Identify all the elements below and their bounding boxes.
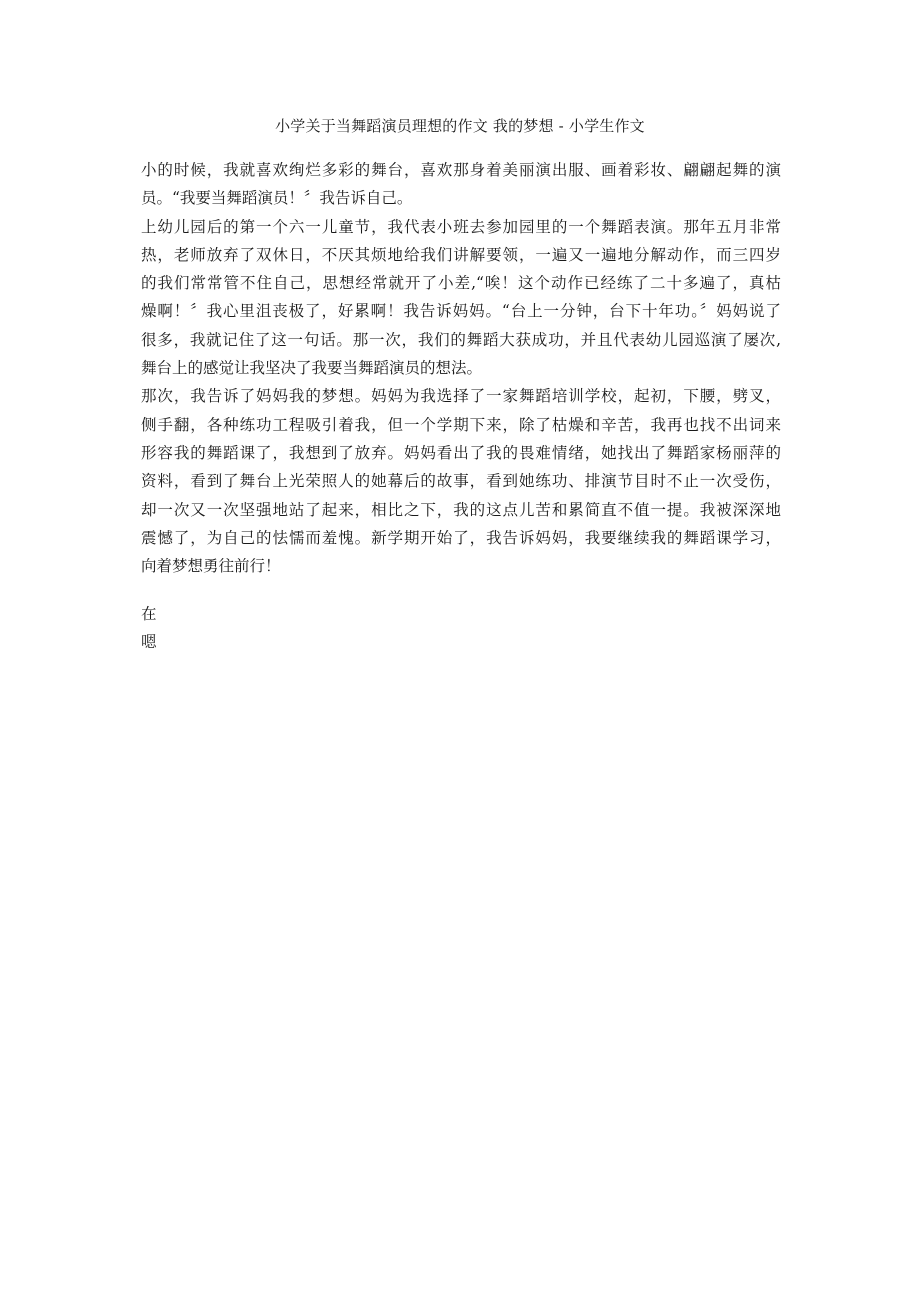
text-line: 资料，看到了舞台上光荣照人的她幕后的故事，看到她练功、排演节目时不止一次受伤， [141,472,781,491]
trailing-text [141,600,157,657]
text-line: 向着梦想勇往前行！ [141,557,281,576]
trailing-line: 嗯 [141,633,157,652]
trailing-line: 在 [141,605,157,623]
paragraph-3 [141,382,781,580]
text-line: 员。“我要当舞蹈演员！〞我告诉自己。 [141,189,413,208]
text-line: 形容我的舞蹈课了，我想到了放弃。妈妈看出了我的畏难情绪，她找出了舞蹈家杨丽萍的 [141,443,781,462]
text-line: 却一次又一次坚强地站了起来，相比之下，我的这点儿苦和累简直不值一提。我被深深地 [141,500,781,519]
text-line: 那次，我告诉了妈妈我的梦想。妈妈为我选择了一家舞蹈培训学校，起初，下腰，劈叉， [141,387,781,406]
text-line: 小的时候，我就喜欢绚烂多彩的舞台，喜欢那身着美丽演出服、画着彩妆、翩翩起舞的演 [141,161,781,179]
text-line: 的我们常常管不住自己，思想经常就开了小差,“唉！这个动作已经练了二十多遍了，真枯 [141,274,781,293]
text-line: 舞台上的感觉让我坚决了我要当舞蹈演员的想法。 [141,359,483,378]
text-line: 很多，我就记住了这一句话。那一次，我们的舞蹈大获成功，并且代表幼儿园巡演了屡次, [141,330,781,349]
paragraph-2 [141,213,781,383]
text-line: 上幼儿园后的第一个六一儿童节，我代表小班去参加园里的一个舞蹈表演。那年五月非常 [141,217,781,236]
text-line: 震憾了，为自己的怯懦而羞愧。新学期开始了，我告诉妈妈，我要继续我的舞蹈课学习， [141,528,781,547]
document-body [141,156,781,580]
text-line: 热，老师放弃了双休日，不厌其烦地给我们讲解要领，一遍又一遍地分解动作，而三四岁 [141,245,781,264]
paragraph-1 [141,156,781,213]
document-title: 小学关于当舞蹈演员理想的作文 我的梦想 - 小学生作文 [275,117,645,135]
text-line: 侧手翻，各种练功工程吸引着我，但一个学期下来，除了枯燥和辛苦，我再也找不出词来 [141,415,781,434]
text-line: 燥啊！〞我心里沮丧极了，好累啊！我告诉妈妈。“台上一分钟，台下十年功。〞妈妈说了 [141,302,781,321]
